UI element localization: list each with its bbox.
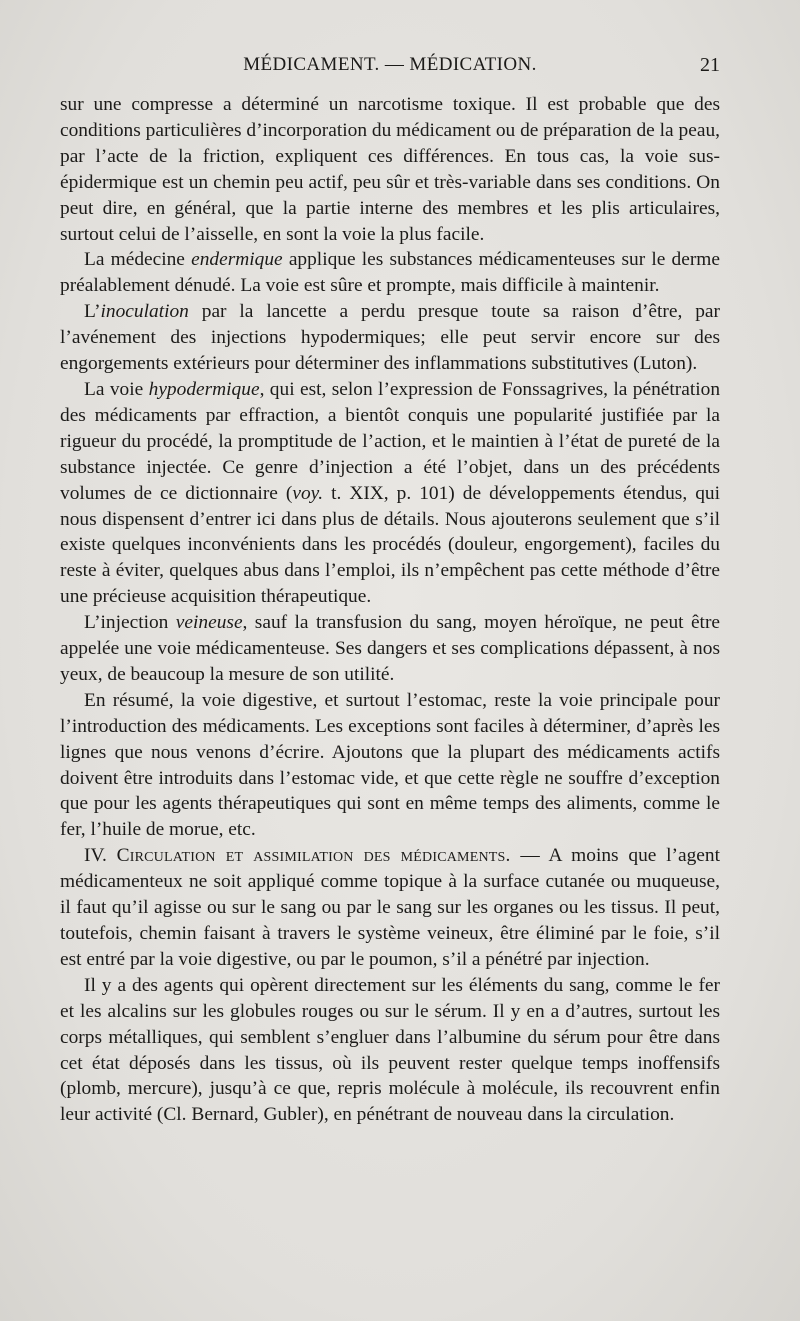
section-numeral: IV. [84, 845, 107, 867]
page-number: 21 [700, 54, 720, 76]
running-title: MÉDICAMENT. — MÉDICATION. [243, 54, 537, 75]
paragraph-text: applique les substances médicamenteuses sur le derme préalablement dénudé. La voie est sûre et prompte, mais difficile à maintenir. [60, 249, 720, 297]
page-header [60, 54, 720, 84]
italic-term-veineuse: veineuse [175, 612, 243, 634]
paragraph-continuation: sur une compresse a déterminé un narcotisme toxique. Il est probable que des conditions particulières d’incorporation du médicament ou de préparation de la peau, par l’acte de la friction, expliquent ces différences. En tous cas, la voie sus-épidermique est un chemin peu actif, peu sûr et très-variable dans ses conditions. On peut dire, en général, que la partie interne des membres et les plis articulaires, surtout celui de l’aisselle, en sont la voie la plus facile. [60, 94, 720, 245]
italic-term-endermique: endermique [191, 249, 283, 271]
paragraph-veineuse [60, 610, 720, 688]
italic-term-hypodermique: hypodermique [148, 378, 260, 400]
paragraph-hypodermique [60, 377, 720, 610]
paragraph-endermique [60, 247, 720, 299]
paragraph-text: — A moins que l’agent médicamenteux ne soit appliqué comme topique à la surface cutanée ou muqueuse, il faut qu’il agisse ou sur le sang ou par le sang sur les organes ou les tissus. Il peut, toutefois, chemin faisant à travers le système veineux, être éliminé par le foie, s’il est entré par la voie digestive, ou par le poumon, s’il a pénétré par injection. [60, 845, 720, 970]
paragraph-text: , sauf la transfusion du sang, moyen héroïque, ne peut être appelée une voie médicamenteuse. Ses dangers et ses complications dépassent, à nos yeux, de beaucoup la mesure de son utilité. [60, 612, 721, 685]
italic-term-inoculation: inoculation [100, 301, 189, 323]
section-heading: Circulation et assimilation des médicaments. [116, 845, 511, 867]
paragraph-text: La voie [84, 378, 149, 400]
paragraph-text: La médecine [84, 249, 192, 271]
paragraph-text: , qui est, selon l’expression de Fonssagrives, la pénétration des médicaments par effraction, a bientôt conquis une popularité justifiée par la rigueur du procédé, la promptitude de l’action, et le maintien à l’état de pureté de la substance injectée. Ce genre d’injection a été l’objet, dans un des précédents volumes de ce dictionnaire ( [60, 378, 721, 504]
section-iv-paragraph [60, 843, 720, 973]
body-text [60, 92, 720, 1128]
paragraph-inoculation [60, 299, 720, 377]
paragraph-agents: Il y a des agents qui opèrent directement sur les éléments du sang, comme le fer et les alcalins sur les globules rouges ou sur le sérum. Il y en a d’autres, surtout les corps métalliques, qui semblent s’engluer dans l’albumine du sérum pour être dans cet état déposés dans les tissus, où ils peuvent rester quelque temps inoffensifs (plomb, mercure), jusqu’à ce que, repris molécule à molécule, ils recouvrent enfin leur activité (Cl. Bernard, Gubler), en pénétrant de nouveau dans la circulation. [60, 974, 720, 1126]
paragraph-text: par la lancette a perdu presque toute sa raison d’être, par l’avénement des injections hypodermiques; elle peut servir encore sur des engorgements extérieurs pour déterminer des inflammations substitutives (Luton). [60, 301, 720, 375]
paragraph-text: t. XIX, p. 101) de développements étendus, qui nous dispensent d’entrer ici dans plus de détails. Nous ajouterons seulement que s’il existe quelques inconvénients dans les procédés (douleur, engorgement), faciles du reste à éviter, quelques abus dans l’emploi, ils n’empêchent pas cette méthode d’être une précieuse acquisition thérapeutique. [60, 482, 721, 608]
paragraph-text: L’ [84, 301, 101, 323]
paragraph-resume: En résumé, la voie digestive, et surtout l’estomac, reste la voie principale pour l’introduction des médicaments. Les exceptions sont faciles à déterminer, d’après les lignes que nous venons d’écrire. Ajoutons que la plupart des médicaments actifs doivent être introduits dans l’estomac vide, et que cette règle ne souffre d’exception que pour les agents thérapeutiques qui sont en même temps des aliments, comme le fer, l’huile de morue, etc. [60, 689, 720, 841]
paragraph-text: L’injection [84, 612, 176, 634]
italic-abbrev-voy: voy. [292, 482, 324, 504]
